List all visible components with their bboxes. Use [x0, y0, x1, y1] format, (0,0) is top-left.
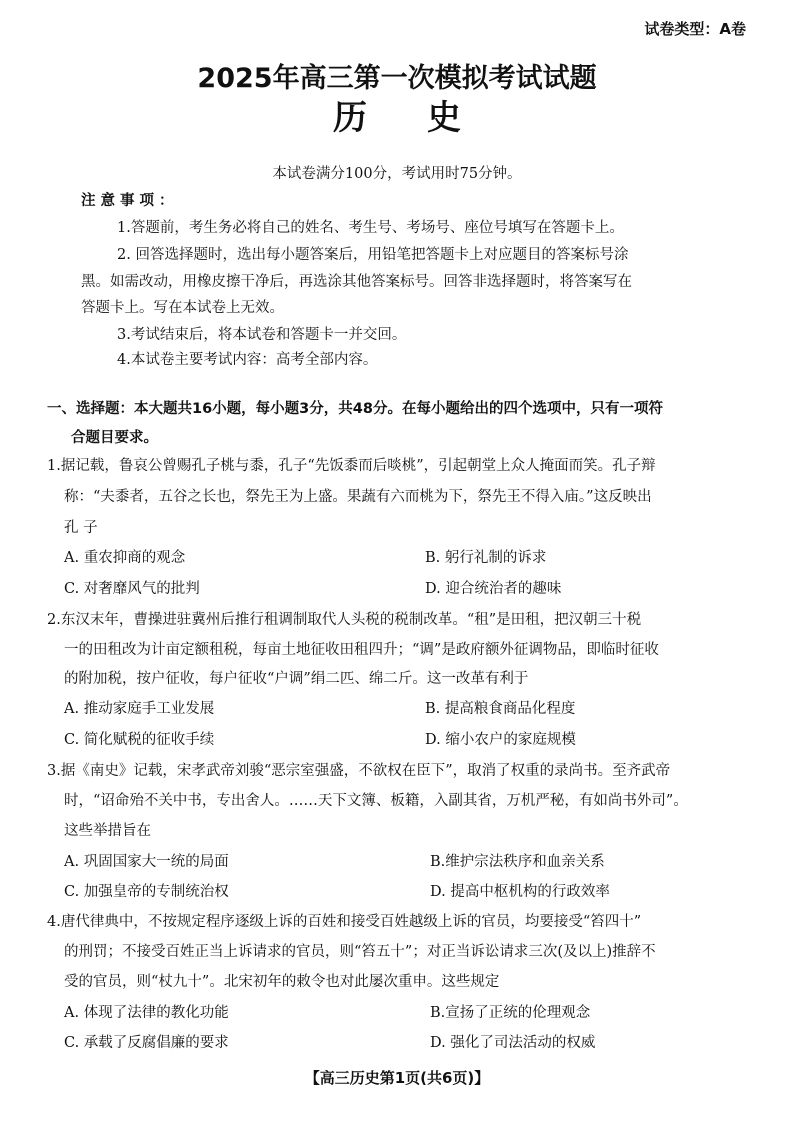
- question-2-option-d: D. 缩小农户的家庭规模: [425, 732, 576, 748]
- question-1-line: 1.据记载，鲁哀公曾赐孔子桃与黍，孔子“先饭黍而后啖桃”，引起朝堂上众人掩面而笑。孔子辩: [47, 458, 656, 474]
- question-3-line: 3.据《南史》记载，宋孝武帝刘骏“恶宗室强盛，不欲权在臣下”，取消了权重的录尚书。至齐武帝: [47, 763, 671, 779]
- question-2-line: 的附加税，按户征收，每户征收“户调”绢二匹、绵二斤。这一改革有利于: [64, 671, 529, 687]
- notice-line: 4.本试卷主要考试内容：高考全部内容。: [117, 352, 378, 368]
- exam-intro: 本试卷满分100分，考试用时75分钟。: [272, 166, 522, 182]
- question-1-line: 称：“夫黍者，五谷之长也，祭先王为上盛。果蔬有六而桃为下，祭先王不得入庙。”这反映出: [64, 489, 652, 505]
- question-4-line: 4.唐代律典中，不按规定程序逐级上诉的百姓和接受百姓越级上诉的官员，均要接受“笞四十”: [47, 914, 642, 930]
- question-4-option-a: A. 体现了法律的教化功能: [64, 1005, 229, 1021]
- subject-title: 历史: [333, 98, 521, 138]
- question-3-option-c: C. 加强皇帝的专制统治权: [64, 884, 229, 900]
- question-2-option-b: B. 提高粮食商品化程度: [425, 701, 576, 717]
- question-3-option-b: B.维护宗法秩序和血亲关系: [430, 854, 605, 870]
- question-3-option-d: D. 提高中枢机构的行政效率: [430, 884, 610, 900]
- question-4-line: 的刑罚；不接受百姓正当上诉请求的官员，则“笞五十”；对正当诉讼请求三次(及以上)推辞不: [64, 944, 656, 960]
- question-2-option-c: C. 简化赋税的征收手续: [64, 732, 215, 748]
- question-2-line: 一的田租改为计亩定额租税，每亩土地征收田租四升；“调”是政府额外征调物品，即临时征收: [64, 642, 659, 658]
- question-1-option-c: C. 对奢靡风气的批判: [64, 581, 200, 597]
- question-4-option-b: B.宣扬了正统的伦理观念: [430, 1005, 591, 1021]
- notice-line: 2. 回答选择题时，选出每小题答案后，用铅笔把答题卡上对应题目的答案标号涂: [117, 247, 629, 263]
- notice-title: 注意事项：: [81, 193, 179, 209]
- notice-line: 答题卡上。写在本试卷上无效。: [81, 300, 284, 316]
- question-3-line: 时，“诏命殆不关中书，专出舍人。……天下文簿、板籍，入副其省，万机严秘，有如尚书外司”。: [64, 793, 688, 809]
- question-3-line: 这些举措旨在: [64, 823, 151, 839]
- notice-line: 1.答题前，考生务必将自己的姓名、考生号、考场号、座位号填写在答题卡上。: [117, 220, 624, 236]
- question-1-option-b: B. 躬行礼制的诉求: [425, 550, 547, 566]
- section-heading: 一、选择题：本大题共16小题，每小题3分，共48分。在每小题给出的四个选项中，只有一项符: [47, 401, 663, 417]
- question-3-option-a: A. 巩固国家大一统的局面: [64, 854, 229, 870]
- notice-line: 黑。如需改动，用橡皮擦干净后，再选涂其他答案标号。回答非选择题时，将答案写在: [81, 274, 632, 290]
- question-1-option-d: D. 迎合统治者的趣味: [425, 581, 562, 597]
- question-2-option-a: A. 推动家庭手工业发展: [64, 701, 215, 717]
- question-4-option-c: C. 承载了反腐倡廉的要求: [64, 1035, 229, 1051]
- question-4-option-d: D. 强化了司法活动的权威: [430, 1035, 596, 1051]
- section-heading-cont: 合题目要求。: [71, 430, 158, 446]
- question-1-line: 孔 子: [64, 520, 98, 536]
- question-2-line: 2.东汉末年，曹操进驻冀州后推行租调制取代人头税的税制改革。“租”是田租，把汉朝三十税: [47, 612, 642, 628]
- notice-line: 3.考试结束后，将本试卷和答题卡一并交回。: [117, 327, 407, 343]
- page-footer: 【高三历史第1页(共6页)】: [304, 1069, 490, 1087]
- question-4-line: 受的官员，则“杖九十”。北宋初年的敕令也对此屡次重申。这些规定: [64, 974, 500, 990]
- paper-type-label: 试卷类型：A卷: [644, 20, 746, 38]
- exam-title: 2025年高三第一次模拟考试试题: [197, 63, 597, 94]
- question-1-option-a: A. 重农抑商的观念: [64, 550, 186, 566]
